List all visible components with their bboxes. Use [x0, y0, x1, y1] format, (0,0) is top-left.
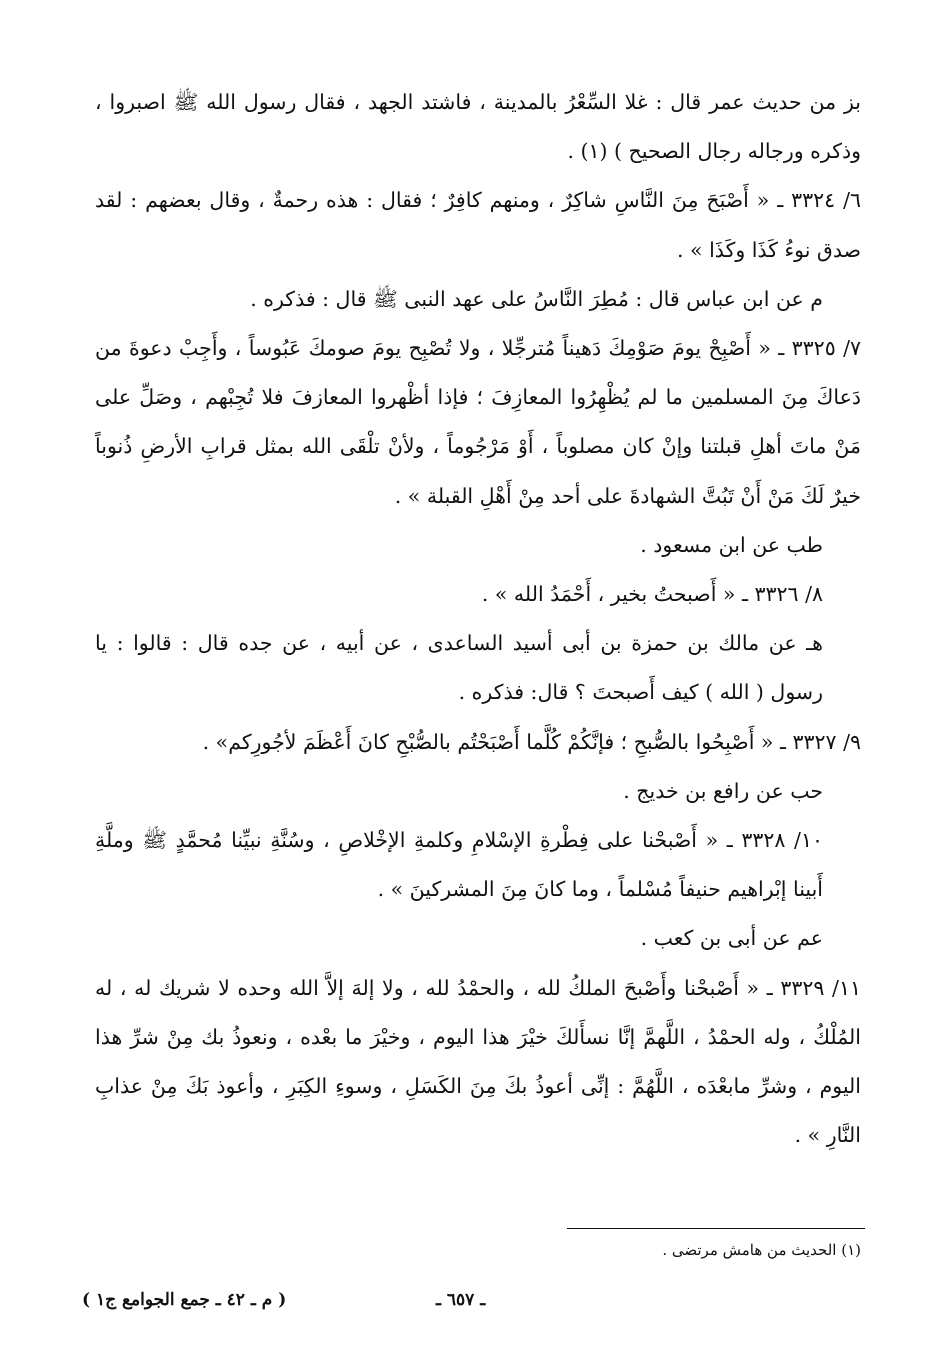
source-line: طب عن ابن مسعود . [640, 532, 823, 557]
page-number: ـ ٦٥٧ ـ [436, 1290, 486, 1310]
source-line: هـ عن مالك بن حمزة بن أبى أسيد الساعدى ، عن أبيه ، عن جده قال : قالوا : يا رسول ( الله ) كيف أَصبحتَ ؟ قال: فذكره . [95, 631, 823, 705]
hadith-3327: ٩/ ٣٣٢٧ ـ « أَصْبِحُوا بالصُّبحِ ؛ فإنَّكُمْ كُلَّما أَصْبَحْتُم بالصُّبْحِ كانَ أَعْظَمَ لأجُورِكم» . [202, 729, 861, 754]
hadith-3324: ٦/ ٣٣٢٤ ـ « أَصْبَحَ مِنَ النَّاسِ شاكِرٌ ، ومنهم كافِرٌ ؛ فقال : هذه رحمةٌ ، وقال بعضهم : لقد صدق نوءُ كَذَا وكَذَا » . [95, 188, 861, 262]
footer-source-label: ( م ـ ٤٢ ـ جمع الجوامع ج١ ) [82, 1290, 287, 1310]
source-line: م عن ابن عباس قال : مُطِرَ النَّاسُ على عهد النبى ﷺ قال : فذكره . [250, 286, 823, 311]
paragraph-1: بز من حديث عمر قال : غلا السِّعْرُ بالمدينة ، فاشتد الجهد ، فقال رسول الله ﷺ اصبروا ، وذكره ورجاله رجال الصحيح ) (١) . [95, 90, 861, 164]
source-line: عم عن أبى بن كعب . [640, 926, 823, 951]
source-line: حب عن رافع بن خديج . [623, 778, 823, 803]
main-text [95, 78, 861, 1160]
hadith-3325: ٧/ ٣٣٢٥ ـ « أَصْبِحْ يومَ صَوْمِكَ دَهيناً مُترجِّلا ، ولا تُصْبِح يومَ صومكَ عَبُوساً ، وأَجِبْ دعوةَ من دَعاكَ مِنَ المسلمين ما لم يُظْهِرُوا المعازِفَ ؛ فإذا أظْهروا المعازفَ فلا تُجِبْهم ، وصَلِّ على مَنْ ماتَ أهلِ قبلتنا وإنْ كان مصلوباً ، أَوْ مَرْجُوماً ، ولأنْ تلْقَى الله بمثل قرابِ الأرضِ ذُنوباً خيرٌ لَكَ مَنْ أَنْ تَبُتَّ الشهادةَ على أحد مِنْ أَهْلِ القبلة » . [95, 336, 861, 508]
page-footer [0, 1290, 946, 1330]
footnote-divider [567, 1228, 865, 1229]
footnote: (١) الحديث من هامش مرتضى . [662, 1241, 861, 1259]
hadith-3326: ٨/ ٣٣٢٦ ـ « أَصبحتُ بخير ، أَحْمَدُ الله » . [481, 582, 823, 607]
hadith-3328: ١٠/ ٣٣٢٨ ـ « أَصْبحْنا على فِطْرةِ الإسْلامِ وكلمةِ الإخْلاصِ ، وسُنَّةِ نبيِّنا مُحمَّدٍ ﷺ وملَّةِ أَبينا إبْراهيم حنيفاً مُسْلماً ، وما كانَ مِنَ المشركينَ » . [95, 828, 823, 902]
hadith-3329: ١١/ ٣٣٢٩ ـ « أَصْبحْنا وأَصْبحَ الملكُ لله ، والحمْدُ لله ، ولا إلهَ إلاَّ الله وحده لا شريك له ، له المُلْكُ ، وله الحمْدُ ، اللَّهمَّ إنَّا نسأَلكَ خيْرَ هذا اليوم ، وخيْرَ ما بعْده ، ونعوذُ بك مِنْ شرِّ هذا اليوم ، وشرِّ مابعْدَه ، اللَّهُمَّ : إنِّى أعوذُ بكَ مِنَ الكَسَلِ ، وسوءِ الكِبَرِ ، وأعوذ بَكَ مِنْ عذابِ النَّارِ » . [95, 975, 861, 1148]
